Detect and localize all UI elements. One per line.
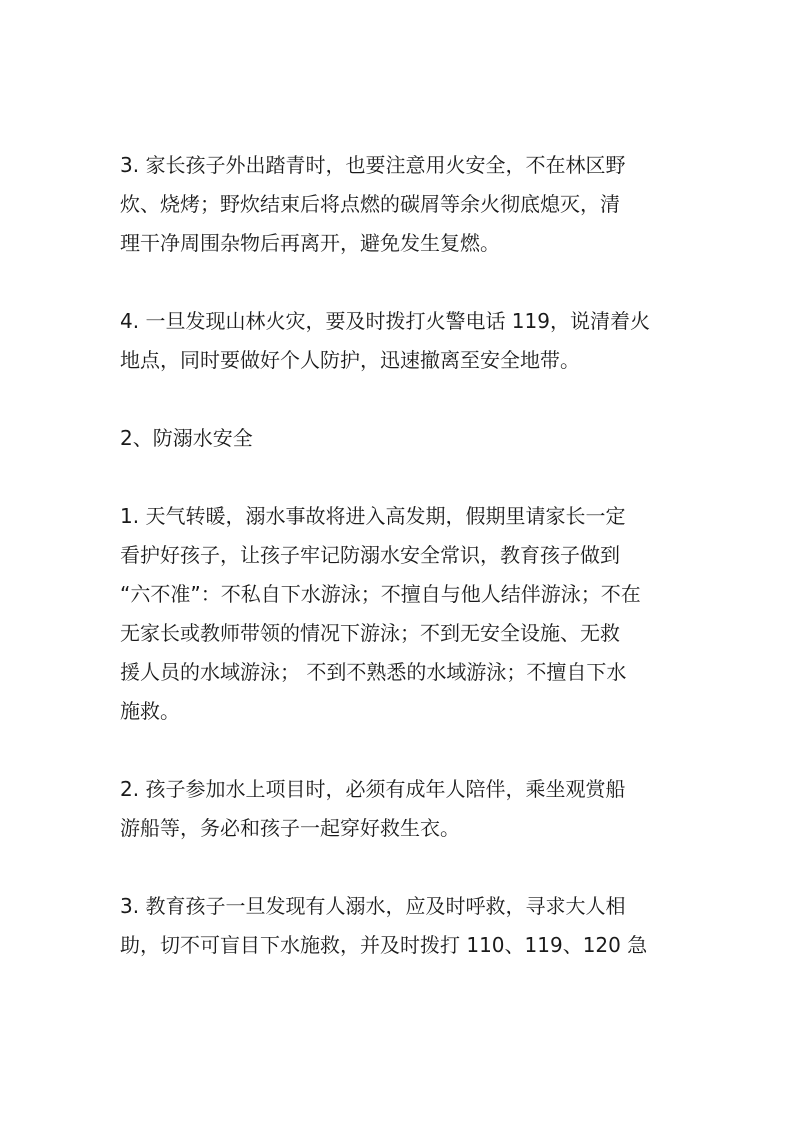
- text-line: 施救。: [120, 699, 180, 723]
- text-line: 2. 孩子参加水上项目时，必须有成年人陪伴，乘坐观赏船: [120, 777, 626, 801]
- paragraph-fire-outing: [120, 146, 680, 263]
- paragraph-rescue-call: [120, 887, 680, 965]
- text-line: 1. 天气转暖，溺水事故将进入高发期，假期里请家长一定: [120, 504, 626, 528]
- text-line: 无家长或教师带领的情况下游泳；不到无安全设施、无救: [120, 621, 620, 645]
- text-line: 地点，同时要做好个人防护，迅速撤离至安全地带。: [120, 348, 580, 372]
- paragraph-water-projects: [120, 770, 680, 848]
- text-line: “六不准”：不私自下水游泳；不擅自与他人结伴游泳；不在: [120, 582, 641, 606]
- paragraph-six-rules: [120, 497, 680, 731]
- text-line: 助，切不可盲目下水施救，并及时拨打 110、119、120 急: [120, 933, 648, 957]
- text-line: 4. 一旦发现山林火灾，要及时拨打火警电话 119，说清着火: [120, 309, 650, 333]
- text-line: 看护好孩子，让孩子牢记防溺水安全常识，教育孩子做到: [120, 543, 620, 567]
- text-line: 援人员的水域游泳； 不到不熟悉的水域游泳；不擅自下水: [120, 660, 627, 684]
- text-line: 炊、烧烤；野炊结束后将点燃的碳屑等余火彻底熄灭，清: [120, 192, 620, 216]
- text-line: 2、防溺水安全: [120, 426, 253, 450]
- text-line: 3. 教育孩子一旦发现有人溺水，应及时呼救，寻求大人相: [120, 894, 626, 918]
- paragraph-forest-fire: [120, 302, 680, 380]
- text-line: 游船等，务必和孩子一起穿好救生衣。: [120, 816, 460, 840]
- section-heading-drowning: [120, 419, 680, 458]
- text-line: 3. 家长孩子外出踏青时，也要注意用火安全，不在林区野: [120, 153, 626, 177]
- document-body: [120, 146, 680, 1004]
- text-line: 理干净周围杂物后再离开，避免发生复燃。: [120, 231, 500, 255]
